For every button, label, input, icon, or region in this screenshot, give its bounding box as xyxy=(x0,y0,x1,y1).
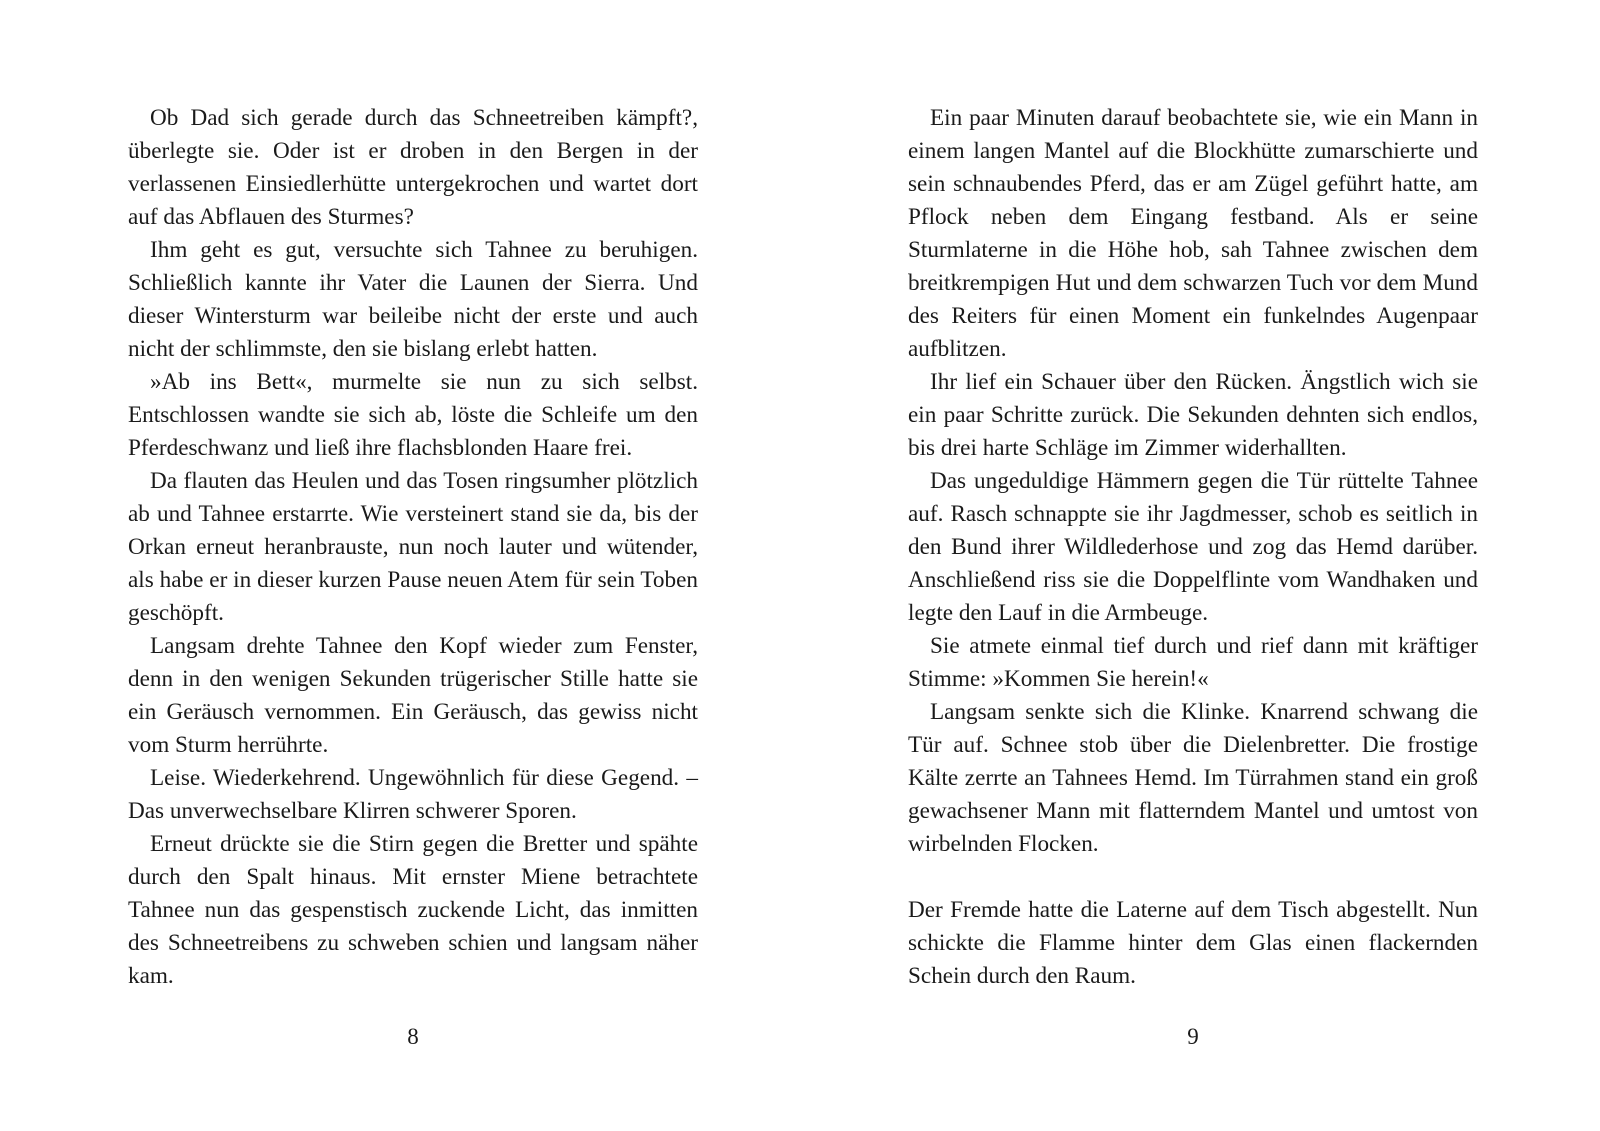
left-page xyxy=(128,102,698,1002)
paragraph: Sie atmete einmal tief durch und rief dann mit kräftiger Stimme: »Kommen Sie herein!« xyxy=(908,633,1478,692)
paragraph: Langsam drehte Tahnee den Kopf wieder zum Fenster, denn in den wenigen Sekunden trügerischer Stille hatte sie ein Geräusch vernommen. Ein Geräusch, das gewiss nicht vom Sturm herrührte. xyxy=(128,633,698,758)
paragraph: Leise. Wiederkehrend. Ungewöhnlich für diese Gegend. – Das unverwechselbare Klirren schwerer Sporen. xyxy=(128,765,698,824)
paragraph: Der Fremde hatte die Laterne auf dem Tisch abgestellt. Nun schickte die Flamme hinter dem Glas einen flackernden Schein durch den Raum. xyxy=(908,897,1478,989)
paragraph: Ein paar Minuten darauf beobachtete sie, wie ein Mann in einem langen Mantel auf die Blockhütte zumarschierte und sein schnaubendes Pferd, das er am Zügel geführt hatte, am Pflock neben dem Eingang festband. Als er seine Sturmlaterne in die Höhe hob, sah Tahnee zwischen dem breitkrempigen Hut und dem schwarzen Tuch vor dem Mund des Reiters für einen Moment ein funkelndes Augenpaar aufblitzen. xyxy=(908,105,1478,362)
paragraph: »Ab ins Bett«, murmelte sie nun zu sich selbst. Entschlossen wandte sie sich ab, löste die Schleife um den Pferdeschwanz und ließ ihre flachsblonden Haare frei. xyxy=(128,369,698,461)
paragraph: Langsam senkte sich die Klinke. Knarrend schwang die Tür auf. Schnee stob über die Dielenbretter. Die frostige Kälte zerrte an Tahnees Hemd. Im Türrahmen stand ein groß gewachsener Mann mit flatterndem Mantel und umtost von wirbelnden Flocken. xyxy=(908,699,1478,857)
paragraph: Ob Dad sich gerade durch das Schneetreiben kämpft?, überlegte sie. Oder ist er droben in den Bergen in der verlassenen Einsiedlerhütte untergekrochen und wartet dort auf das Abflauen des Sturmes? xyxy=(128,105,698,230)
page-number-right: 9 xyxy=(1187,1024,1199,1049)
paragraph: Da flauten das Heulen und das Tosen ringsumher plötzlich ab und Tahnee erstarrte. Wie versteinert stand sie da, bis der Orkan erneut heranbrauste, nun noch lauter und wütender, als habe er in dieser kurzen Pause neuen Atem für sein Toben geschöpft. xyxy=(128,468,698,626)
page-number-left: 8 xyxy=(407,1024,419,1049)
paragraph: Das ungeduldige Hämmern gegen die Tür rüttelte Tahnee auf. Rasch schnappte sie ihr Jagdmesser, schob es seitlich in den Bund ihrer Wildlederhose und zog das Hemd darüber. Anschließend riss sie die Doppelflinte vom Wandhaken und legte den Lauf in die Armbeuge. xyxy=(908,468,1478,626)
right-page-text xyxy=(908,102,1478,993)
paragraph: Ihm geht es gut, versuchte sich Tahnee zu beruhigen. Schließlich kannte ihr Vater die Launen der Sierra. Und dieser Wintersturm war beileibe nicht der erste und auch nicht der schlimmste, den sie bislang erlebt hatten. xyxy=(128,237,698,362)
left-page-text xyxy=(128,102,698,993)
paragraph: Ihr lief ein Schauer über den Rücken. Ängstlich wich sie ein paar Schritte zurück. Die Sekunden dehnten sich endlos, bis drei harte Schläge im Zimmer widerhallten. xyxy=(908,369,1478,461)
right-page xyxy=(908,102,1478,1002)
paragraph: Erneut drückte sie die Stirn gegen die Bretter und spähte durch den Spalt hinaus. Mit ernster Miene betrachtete Tahnee nun das gespenstisch zuckende Licht, das inmitten des Schneetreibens zu schweben schien und langsam näher kam. xyxy=(128,831,698,989)
